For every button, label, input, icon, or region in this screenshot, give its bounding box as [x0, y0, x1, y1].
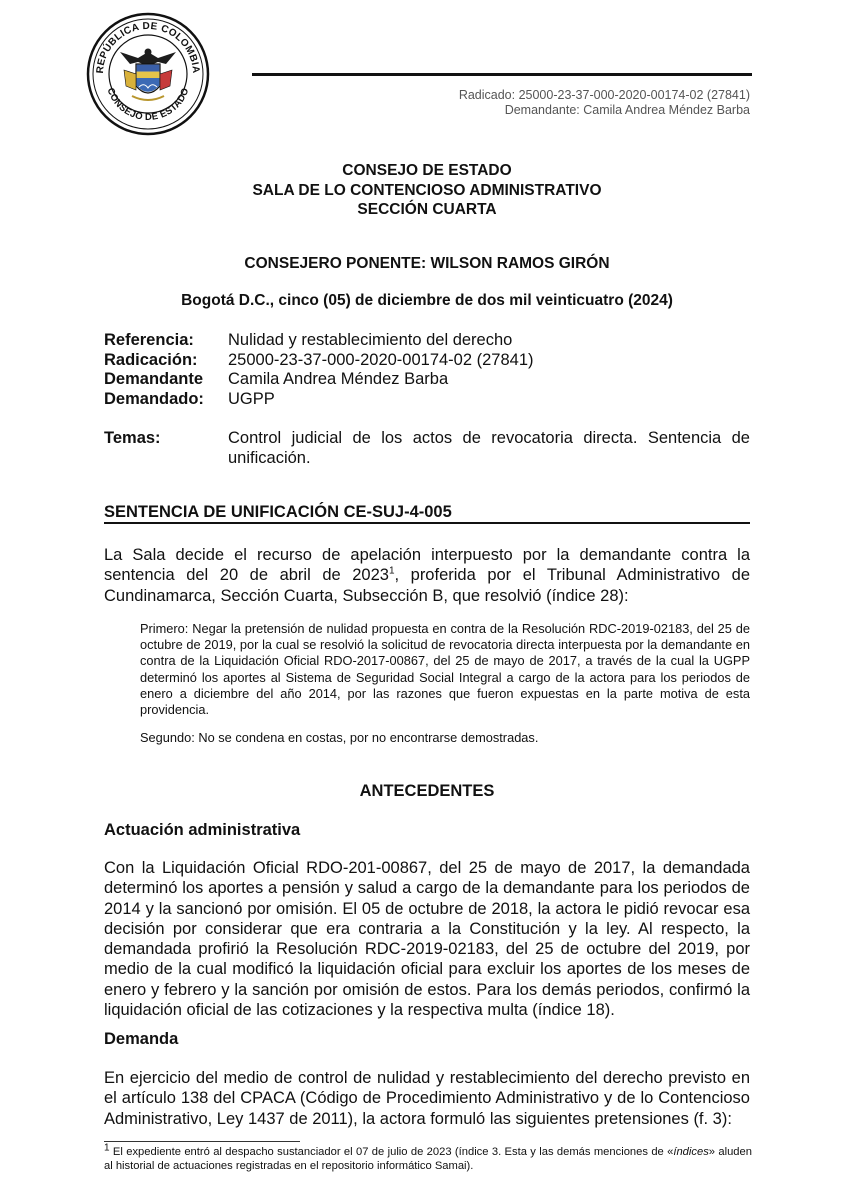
- reference-value: Nulidad y restablecimiento del derecho: [228, 331, 513, 349]
- temas-label: Temas:: [104, 429, 161, 447]
- demandado-row: [104, 390, 752, 410]
- section-name: SECCIÓN CUARTA: [357, 201, 497, 218]
- date-line: Bogotá D.C., cinco (05) de diciembre de dos mil veinticuatro (2024): [181, 292, 673, 309]
- actuacion-paragraph: Con la Liquidación Oficial RDO-201-00867, del 25 de mayo de 2017, la demandada determinó los aportes a pensión y salud a cargo de la demandante para los periodos de 2014 y la sancionó por omisión. El 05 de octubre de 2018, la actora le pidió revocar esa decisión por considerar que era contraria a la Constitución y la ley. Al respecto, la demandada profirió la Resolución RDC-2019-02183, del 25 de octubre del 2019, por medio de la cual modificó la liquidación oficial para excluir los aportes de los meses de enero y febrero y la sanción por omisión de estos. Para los demás periodos, confirmó la liquidación oficial de las cotizaciones y la respectiva multa (índice 18).: [104, 859, 750, 1020]
- sentencia-rule: [104, 522, 750, 524]
- radicacion-value: 25000-23-37-000-2020-00174-02 (27841): [228, 350, 534, 369]
- intro-text-before: La Sala decide el recurso de apelación interpuesto por la demandante contra la sentencia del 20 de abril de 2023: [104, 546, 750, 585]
- demandado-value: UGPP: [228, 389, 275, 408]
- temas-row: [104, 428, 750, 468]
- header-demandante: Demandante: Camila Andrea Méndez Barba: [504, 103, 750, 117]
- sentencia-title: SENTENCIA DE UNIFICACIÓN CE-SUJ-4-005: [104, 503, 452, 521]
- running-header: [459, 88, 750, 118]
- footnote-text-before: El expediente entró al despacho sustanciador el 07 de julio de 2023 (índice 3. Esta y las demás menciones de «: [109, 1146, 674, 1158]
- footnote-mark: 1: [104, 1142, 110, 1154]
- court-heading: [104, 161, 750, 220]
- demandante-row: [104, 370, 752, 390]
- footnote-rule: [104, 1141, 300, 1142]
- radicacion-row: [104, 351, 752, 371]
- intro-paragraph: [104, 545, 750, 606]
- demanda-heading: Demanda: [104, 1030, 179, 1048]
- temas-value: Control judicial de los actos de revocatoria directa. Sentencia de unificación.: [228, 429, 750, 467]
- reference-label: Referencia:: [104, 331, 194, 349]
- footnote-reference[interactable]: 1: [388, 565, 395, 577]
- demandante-label: Demandante: [104, 370, 204, 388]
- antecedentes-heading: ANTECEDENTES: [359, 782, 495, 800]
- actuacion-heading: Actuación administrativa: [104, 821, 301, 839]
- footnote-text-after: » aluden al historial de actuaciones registradas en el repositorio informático Samai).: [104, 1146, 752, 1172]
- quote-primero: Primero: Negar la pretensión de nulidad propuesta en contra de la Resolución RDC-2019-02183, del 25 de octubre de 2019, por la cual se resolvió la solicitud de revocatoria directa interpuesta por la demandante en contra de la Liquidación Oficial RDO-2017-00867, del 25 de mayo de 2017, a través de la cual la UGPP determinó los aportes al Sistema de Seguridad Social Integral a cargo de la actora para los periodos de enero a diciembre del año 2014, por las razones que fueron expuestas en la parte motiva de esta providencia.: [140, 621, 750, 718]
- header-rule: [252, 73, 752, 76]
- footnote-italic-term: índices: [673, 1146, 709, 1158]
- header-radicado: Radicado: 25000-23-37-000-2020-00174-02 (27841): [458, 88, 750, 102]
- ponente-line: CONSEJERO PONENTE: WILSON RAMOS GIRÓN: [244, 255, 610, 272]
- demanda-paragraph: En ejercicio del medio de control de nulidad y restablecimiento del derecho previsto en el artículo 138 del CPACA (Código de Procedimiento Administrativo y de lo Contencioso Administrativo, Ley 1437 de 2011), la actora formuló las siguientes pretensiones (f. 3):: [104, 1069, 750, 1128]
- quote-segundo: Segundo: No se condena en costas, por no encontrarse demostradas.: [140, 730, 539, 745]
- seal-bottom-text: CONSEJO DE ESTADO: [104, 86, 192, 124]
- demandante-value: Camila Andrea Méndez Barba: [228, 370, 449, 388]
- coat-of-arms-seal: [86, 12, 210, 136]
- footnote: [104, 1142, 752, 1173]
- court-name: CONSEJO DE ESTADO: [342, 162, 512, 179]
- demandado-label: Demandado:: [104, 389, 204, 408]
- chamber-name: SALA DE LO CONTENCIOSO ADMINISTRATIVO: [252, 181, 602, 199]
- reference-row: [104, 331, 752, 351]
- intro-text-after: , proferida por el Tribunal Administrativo de Cundinamarca, Sección Cuarta, Subsección B, que resolvió (índice 28):: [104, 566, 750, 605]
- radicacion-label: Radicación:: [104, 350, 198, 369]
- seal-top-text: REPÚBLICA DE COLOMBIA: [94, 20, 202, 74]
- case-references: [104, 331, 752, 409]
